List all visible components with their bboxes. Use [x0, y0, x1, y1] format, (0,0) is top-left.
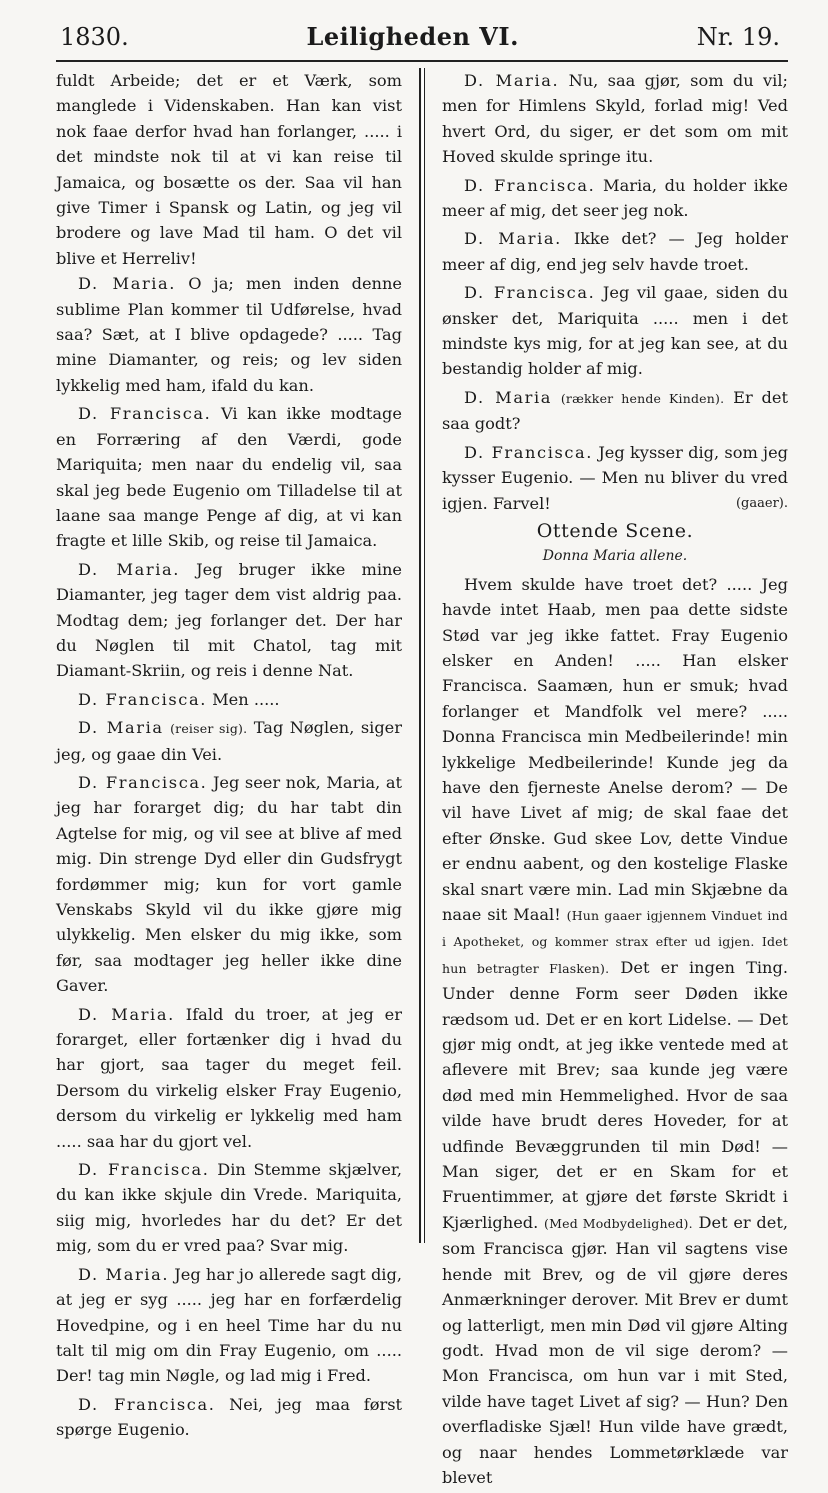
speech-text: Jeg har jo allerede sagt dig, at jeg er syg ..... jeg har en forfærdelig Hovedpine, og i en heel Time har du nu talt til mig om din Fray Eugenio, om ..... Der! tag min Nøgle, og lad mig i Fred. [56, 1264, 402, 1386]
stage-direction: (Med Modbydelighed). [544, 1215, 693, 1231]
speech-paragraph [442, 173, 788, 224]
header-title: Leiligheden VI. [306, 22, 519, 51]
speech-paragraph [442, 68, 788, 170]
speaker-name: D. Francisca. [464, 442, 594, 462]
continued-paragraph: fuldt Arbeide; det er et Værk, som manglede i Videnskaben. Han kan vist nok faae derfor hvad han forlanger, ..... i det mindste nok til at vi kan reise til Jamaica, og bosætte os der. Saa vil han give Timer i Spansk og Latin, og jeg vil brodere og lave Mad til ham. O det vil blive et Herreliv! [56, 71, 402, 268]
speaker-name: D. Francisca. [78, 772, 208, 792]
speech-text: Er det saa godt? [442, 387, 788, 434]
scene-heading: Ottende Scene. [536, 519, 694, 542]
right-column [442, 68, 788, 1493]
speech-paragraph [56, 687, 402, 712]
monologue-text: Det er det, som Francisca gjør. Han vil sagtens vise hende mit Brev, og de vil gjøre deres Anmærkninger derover. Mit Brev er dumt og latterligt, men min Død vil gjøre Alting godt. Hvad mon de vil sige derom? — Mon Francisca, om hun var i mit Sted, vilde have taget Livet af sig? — Hun? Den overfladiske Sjæl! Hun vilde have grædt, og naar hendes Lommetørklæde var blevet [442, 1212, 788, 1487]
header-year: 1830. [60, 23, 129, 51]
speech-text: Jeg seer nok, Maria, at jeg har forarget dig; du har tabt din Agtelse for mig, og vil see at blive af med mig. Din strenge Dyd eller din Gudsfrygt fordømmer mig; kun for vort gamle Venskabs Skyld vil du ikke gjøre mig ulykkelig. Men elsker du mig ikke, som før, saa modtager jeg heller ikke dine Gaver. [56, 772, 403, 996]
speech-text: Maria, du holder ikke meer af mig, det seer jeg nok. [442, 175, 788, 221]
speaker-name: D. Francisca. [464, 283, 596, 303]
speech-paragraph [442, 280, 788, 382]
speech-text: Jeg bruger ikke mine Diamanter, jeg tager dem vist aldrig paa. Modtag dem; jeg forlanger det. Der har du Nøglen til mit Chatol, tag mit Diamant-Skriin, og reis i denne Nat. [56, 559, 403, 681]
speaker-name: D. Maria. [78, 274, 177, 294]
stage-direction: (reiser sig). [170, 721, 248, 737]
speech-text: Ifald du troer, at jeg er forarget, eller fortænker dig i hvad du har gjort, saa tager du meget feil. Dersom du virkelig elsker Fray Eugenio, dersom du virkelig er lykkelig med ham ..... saa har du gjort vel. [56, 1004, 403, 1151]
exit-direction: (gaaer). [735, 495, 788, 511]
speech-paragraph [56, 557, 402, 684]
monologue-text: Det er ingen Ting. Under denne Form seer Døden ikke rædsom ud. Det er en kort Lidelse. — Det gjør mig ondt, at jeg ikke ventede med at aflevere mit Brev; saa kunde jeg være død med min Hemmelighed. Hvor de saa vilde have brudt deres Hoveder, for at udfinde Bevæggrunden til min Død! — Man siger, det er en Skam for et Fruentimmer, at gjøre det første Skridt i Kjærlighed. [442, 957, 788, 1232]
speaker-name: D. Maria. [78, 559, 180, 579]
speaker-name: D. Maria. [78, 1004, 175, 1024]
speech-text: Jeg kysser dig, som jeg kysser Eugenio. — Men nu bliver du vred igjen. Farvel! [442, 442, 789, 513]
speech-text: Men ..... [212, 689, 280, 709]
speech-paragraph [56, 715, 402, 767]
speech-paragraph [56, 1157, 402, 1259]
page-header [56, 22, 788, 62]
column-divider [419, 68, 421, 1243]
speech-text: Din Stemme skjælver, du kan ikke skjule din Vrede. Mariquita, siig mig, hvorledes har du det? Er det mig, som du er vred paa? Svar mig. [56, 1160, 403, 1256]
speaker-name: D. Francisca. [464, 175, 596, 195]
header-issue: Nr. 19. [696, 23, 780, 51]
speaker-name: D. Maria. [464, 71, 560, 90]
speech-paragraph [56, 1002, 402, 1154]
left-column [56, 68, 402, 1493]
speech-text: Jeg vil gaae, siden du ønsker det, Mariquita ..... men i det mindste kys mig, for at jeg kan see, at du bestandig holder af mig. [442, 283, 788, 379]
speech-text: Nei, jeg maa først spørge Eugenio. [56, 1394, 403, 1440]
monologue-text: Hvem skulde have troet det? ..... Jeg havde intet Haab, men paa dette sidste Stød var jeg ikke fattet. Fray Eugenio elsker en Anden! ..... Han elsker Francisca. Saamæn, hun er smuk; hvad forlanger et Mandfolk vel mere? ..... Donna Francisca min Medbeilerinde! min lykkelige Medbeilerinde! Kunde jeg da have den fjerneste Anelse derom? — De vil have Livet af mig; de skal faae det efter Ønske. Gud skee Lov, dette Vindue er endnu aabent, og den kostelige Flaske skal snart være min. Lad min Skjæbne da naae sit Maal! [442, 574, 788, 924]
speech-paragraph [56, 1392, 402, 1443]
speech-paragraph [442, 226, 788, 277]
speech-paragraph [56, 401, 402, 553]
speaker-name: D. Maria [78, 718, 164, 738]
speaker-name: D. Francisca. [78, 1160, 210, 1180]
speech-paragraph [56, 1262, 402, 1389]
speech-text: Ikke det? — Jeg holder meer af dig, end jeg selv havde troet. [442, 229, 788, 274]
speech-paragraph [56, 770, 402, 999]
speech-paragraph [56, 271, 402, 398]
monologue-paragraph [442, 572, 788, 1491]
speech-text: Vi kan ikke modtage en Forræring af den Værdi, gode Mariquita; men naar du endelig vil, saa skal jeg bede Eugenio om Tilladelse til at laane saa mange Penge af dig, at vi kan fragte et lille Skib, og reise til Jamaica. [56, 404, 403, 551]
speaker-name: D. Maria. [78, 1264, 170, 1284]
speech-text: Tag Nøglen, siger jeg, og gaae din Vei. [56, 718, 402, 764]
speech-text: Nu, saa gjør, som du vil; men for Himlens Skyld, forlad mig! Ved hvert Ord, du siger, er det som om mit Hoved skulde springe itu. [442, 71, 788, 167]
speaker-name: D. Francisca. [78, 689, 207, 709]
stage-direction: (rækker hende Kinden). [560, 390, 725, 406]
speaker-name: D. Francisca. [78, 1394, 216, 1414]
speaker-name: D. Maria. [464, 229, 562, 249]
stage-direction: (Hun gaaer igjennem Vinduet ind i Apotheket, og kommer strax efter ud igjen. Idet hun betragter Flasken). [442, 908, 788, 976]
text-columns [56, 68, 788, 1493]
scene-subheading: Donna Maria allene. [542, 548, 688, 565]
speech-text: O ja; men inden denne sublime Plan kommer til Udførelse, hvad saa? Sæt, at I blive opdagede? ..... Tag mine Diamanter, og reis; og lev siden lykkelig med ham, ifald du kan. [56, 274, 402, 395]
speech-paragraph [442, 440, 788, 516]
speaker-name: D. Maria [464, 387, 552, 407]
speaker-name: D. Francisca. [78, 404, 212, 424]
speech-paragraph [442, 385, 788, 437]
